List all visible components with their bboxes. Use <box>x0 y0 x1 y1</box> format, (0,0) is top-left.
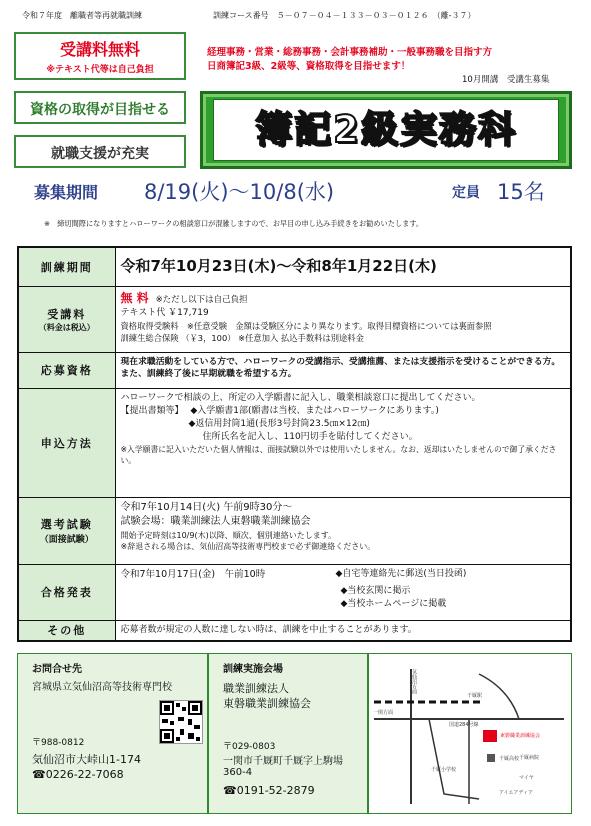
course-title-box <box>200 91 572 169</box>
apply-line-1: ハローワークで相談の上、所定の入学願書に記入し、職業相談窓口に提出してください。 <box>120 392 481 403</box>
apply-label: 申込方法 <box>18 388 115 497</box>
map-target-marker <box>483 730 497 742</box>
other-label: その他 <box>18 620 115 641</box>
free-tuition-badge <box>14 32 186 80</box>
contact-title: お問合せ先 <box>32 664 82 675</box>
selection-sub: （面接試験） <box>39 535 94 545</box>
map-road-south <box>429 719 479 799</box>
free-tuition-note: ※テキスト代等は自己負担 <box>46 65 154 75</box>
result-method-3: ◆当校ホームページに掲載 <box>340 598 447 609</box>
recruit-period-label: 募集期間 <box>34 183 99 202</box>
result-method-2: ◆当校玄関に掲示 <box>340 585 411 596</box>
job-support-badge <box>14 135 186 168</box>
access-map <box>368 653 572 814</box>
selection-note-1: 開始予定時刻は10/9(木)以降、順次、個別連絡いたします。 <box>120 530 337 540</box>
result-label: 合格発表 <box>18 564 115 620</box>
course-code: 訓練コース番号 ５－０７－０４－１３３－０３－０１２６ （離-３７） <box>213 11 476 20</box>
result-method-1: ◆自宅等連絡先に郵送(当日投函) <box>335 568 467 579</box>
map-label-station: 千厩駅 <box>467 693 483 699</box>
fee-insurance: 訓練生総合保険 （￥3，100） ※任意加入 払込手数料は別途料金 <box>120 332 364 343</box>
map-label-road: 国道284号線 <box>449 722 479 728</box>
venue-org-1: 職業訓練法人 <box>223 682 289 695</box>
fee-label: 受講料 <box>47 307 87 321</box>
fee-exam: 資格取得受験料 ※任意受験 金額は受験区分により異なります。取得目標資格については裏面参照 <box>120 320 492 331</box>
map-road-curve <box>479 674 519 719</box>
intro-line-2: 日商簿記3級、2級等、資格取得を目指せます！ <box>207 61 411 72</box>
course-info-table <box>17 246 572 642</box>
period-label: 訓練期間 <box>18 247 115 286</box>
apply-doc-1: ◆入学願書1部(願書は当校、またはハローワークにあります。) <box>190 405 439 416</box>
map-school-marker <box>487 754 495 762</box>
map-label-hospital: 千厩病院 <box>519 755 540 761</box>
venue-panel <box>208 653 368 814</box>
contact-tel: ☎0226-22-7068 <box>32 768 124 781</box>
fee-label-cell <box>18 286 115 352</box>
eligibility-value: 現在求職活動をしている方で、ハローワークの受講指示、受講推薦、または支援指示を受けることができる方。また、訓練終了後に早期就職を希望する方。 <box>115 352 571 388</box>
selection-venue: 試験会場：職業訓練法人東磐職業訓練協会 <box>120 516 311 527</box>
intro-line-1: 経理事務・営業・総務事務・会計事務補助・一般事務職を目指す方 <box>207 47 493 58</box>
map-label-target: 東磐職業訓練協会 <box>500 733 541 739</box>
contact-org: 宮城県立気仙沼高等技術専門校 <box>32 682 172 693</box>
map-label-south: アイエアディア <box>499 790 533 796</box>
privacy-note: ※入学願書に記入いただいた個人情報は、面接試験以外では使用いたしません。なお、返却はいたしませんので御了承ください。 <box>120 444 557 465</box>
fee-sub: （料金は税込） <box>38 322 95 332</box>
map-label-vertical: 気仙沼方面 <box>411 669 417 694</box>
capacity-label: 定員 <box>452 185 480 201</box>
capacity-value: 15名 <box>497 180 545 204</box>
venue-address-1: 一関市千厩町千厩字上駒場 <box>223 756 343 767</box>
fee-text: テキスト代 ￥17,719 <box>120 307 209 318</box>
result-date: 令和7年10月17日(金) 午前10時 <box>120 568 266 580</box>
eligibility-label: 応募資格 <box>18 352 115 388</box>
selection-note-2: ※辞退される場合は、気仙沼高等技術専門校まで必ず御連絡ください。 <box>120 542 376 552</box>
selection-label: 選考試験 <box>40 518 93 531</box>
apply-value <box>115 388 571 497</box>
map-label-store: マイヤ <box>519 775 534 781</box>
result-value <box>115 564 571 620</box>
selection-date: 令和7年10月14日(火) 午前9時30分～ <box>120 501 293 513</box>
header-left: 令和７年度 離職者等再就職訓練 <box>22 11 142 20</box>
selection-label-cell <box>18 497 115 564</box>
contact-zip: 〒988-0812 <box>32 738 85 748</box>
free-tuition-title: 受講料無料 <box>59 40 140 59</box>
recruit-note: 10月開講 受講生募集 <box>462 75 550 85</box>
map-label-school: 千厩高校 <box>499 756 520 762</box>
contact-panel <box>17 653 208 814</box>
venue-address-2: 360-4 <box>223 767 253 778</box>
job-support-text: 就職支援が充実 <box>51 146 149 162</box>
fee-value <box>115 286 571 352</box>
fee-free: 無 料 <box>120 290 149 305</box>
contact-address: 気仙沼市大峠山1-174 <box>32 753 141 766</box>
period-value: 令和7年10月23日(木)～令和8年1月22日(木) <box>115 247 571 286</box>
qr-code-icon <box>159 700 203 744</box>
map-label-main: 一関方面 <box>373 710 394 716</box>
selection-value <box>115 497 571 564</box>
other-value: 応募者数が規定の人数に達しない時は、訓練を中止することがあります。 <box>115 620 571 641</box>
venue-org-2: 東磐職業訓練協会 <box>223 697 311 710</box>
map-label-north: 千厩小学校 <box>431 767 457 773</box>
qualification-badge <box>14 91 186 124</box>
apply-doc-2: ◆返信用封筒1通(長形3号封筒23.5㎝×12㎝) <box>188 418 370 429</box>
course-title: 簿記2級実務科 <box>255 108 517 151</box>
recruit-period-dates: 8/19(火)～10/8(水) <box>144 180 335 204</box>
venue-zip: 〒029-0803 <box>223 742 276 752</box>
qualification-text: 資格の取得が目指せる <box>30 102 170 118</box>
apply-doc-3: 住所氏名を記入し、110円切手を貼付してください。 <box>202 431 418 442</box>
fee-free-note: ※ただし以下は自己負担 <box>155 294 248 305</box>
venue-title: 訓練実施会場 <box>223 664 283 675</box>
apply-docs-label: 【提出書類等】 <box>120 405 184 416</box>
deadline-notice: ※ 締切間際になりますとハローワークの相談窓口が混雑しますので、お早目の申し込み手続きをお勧めいたします。 <box>44 219 424 228</box>
venue-tel: ☎0191-52-2879 <box>223 784 315 797</box>
